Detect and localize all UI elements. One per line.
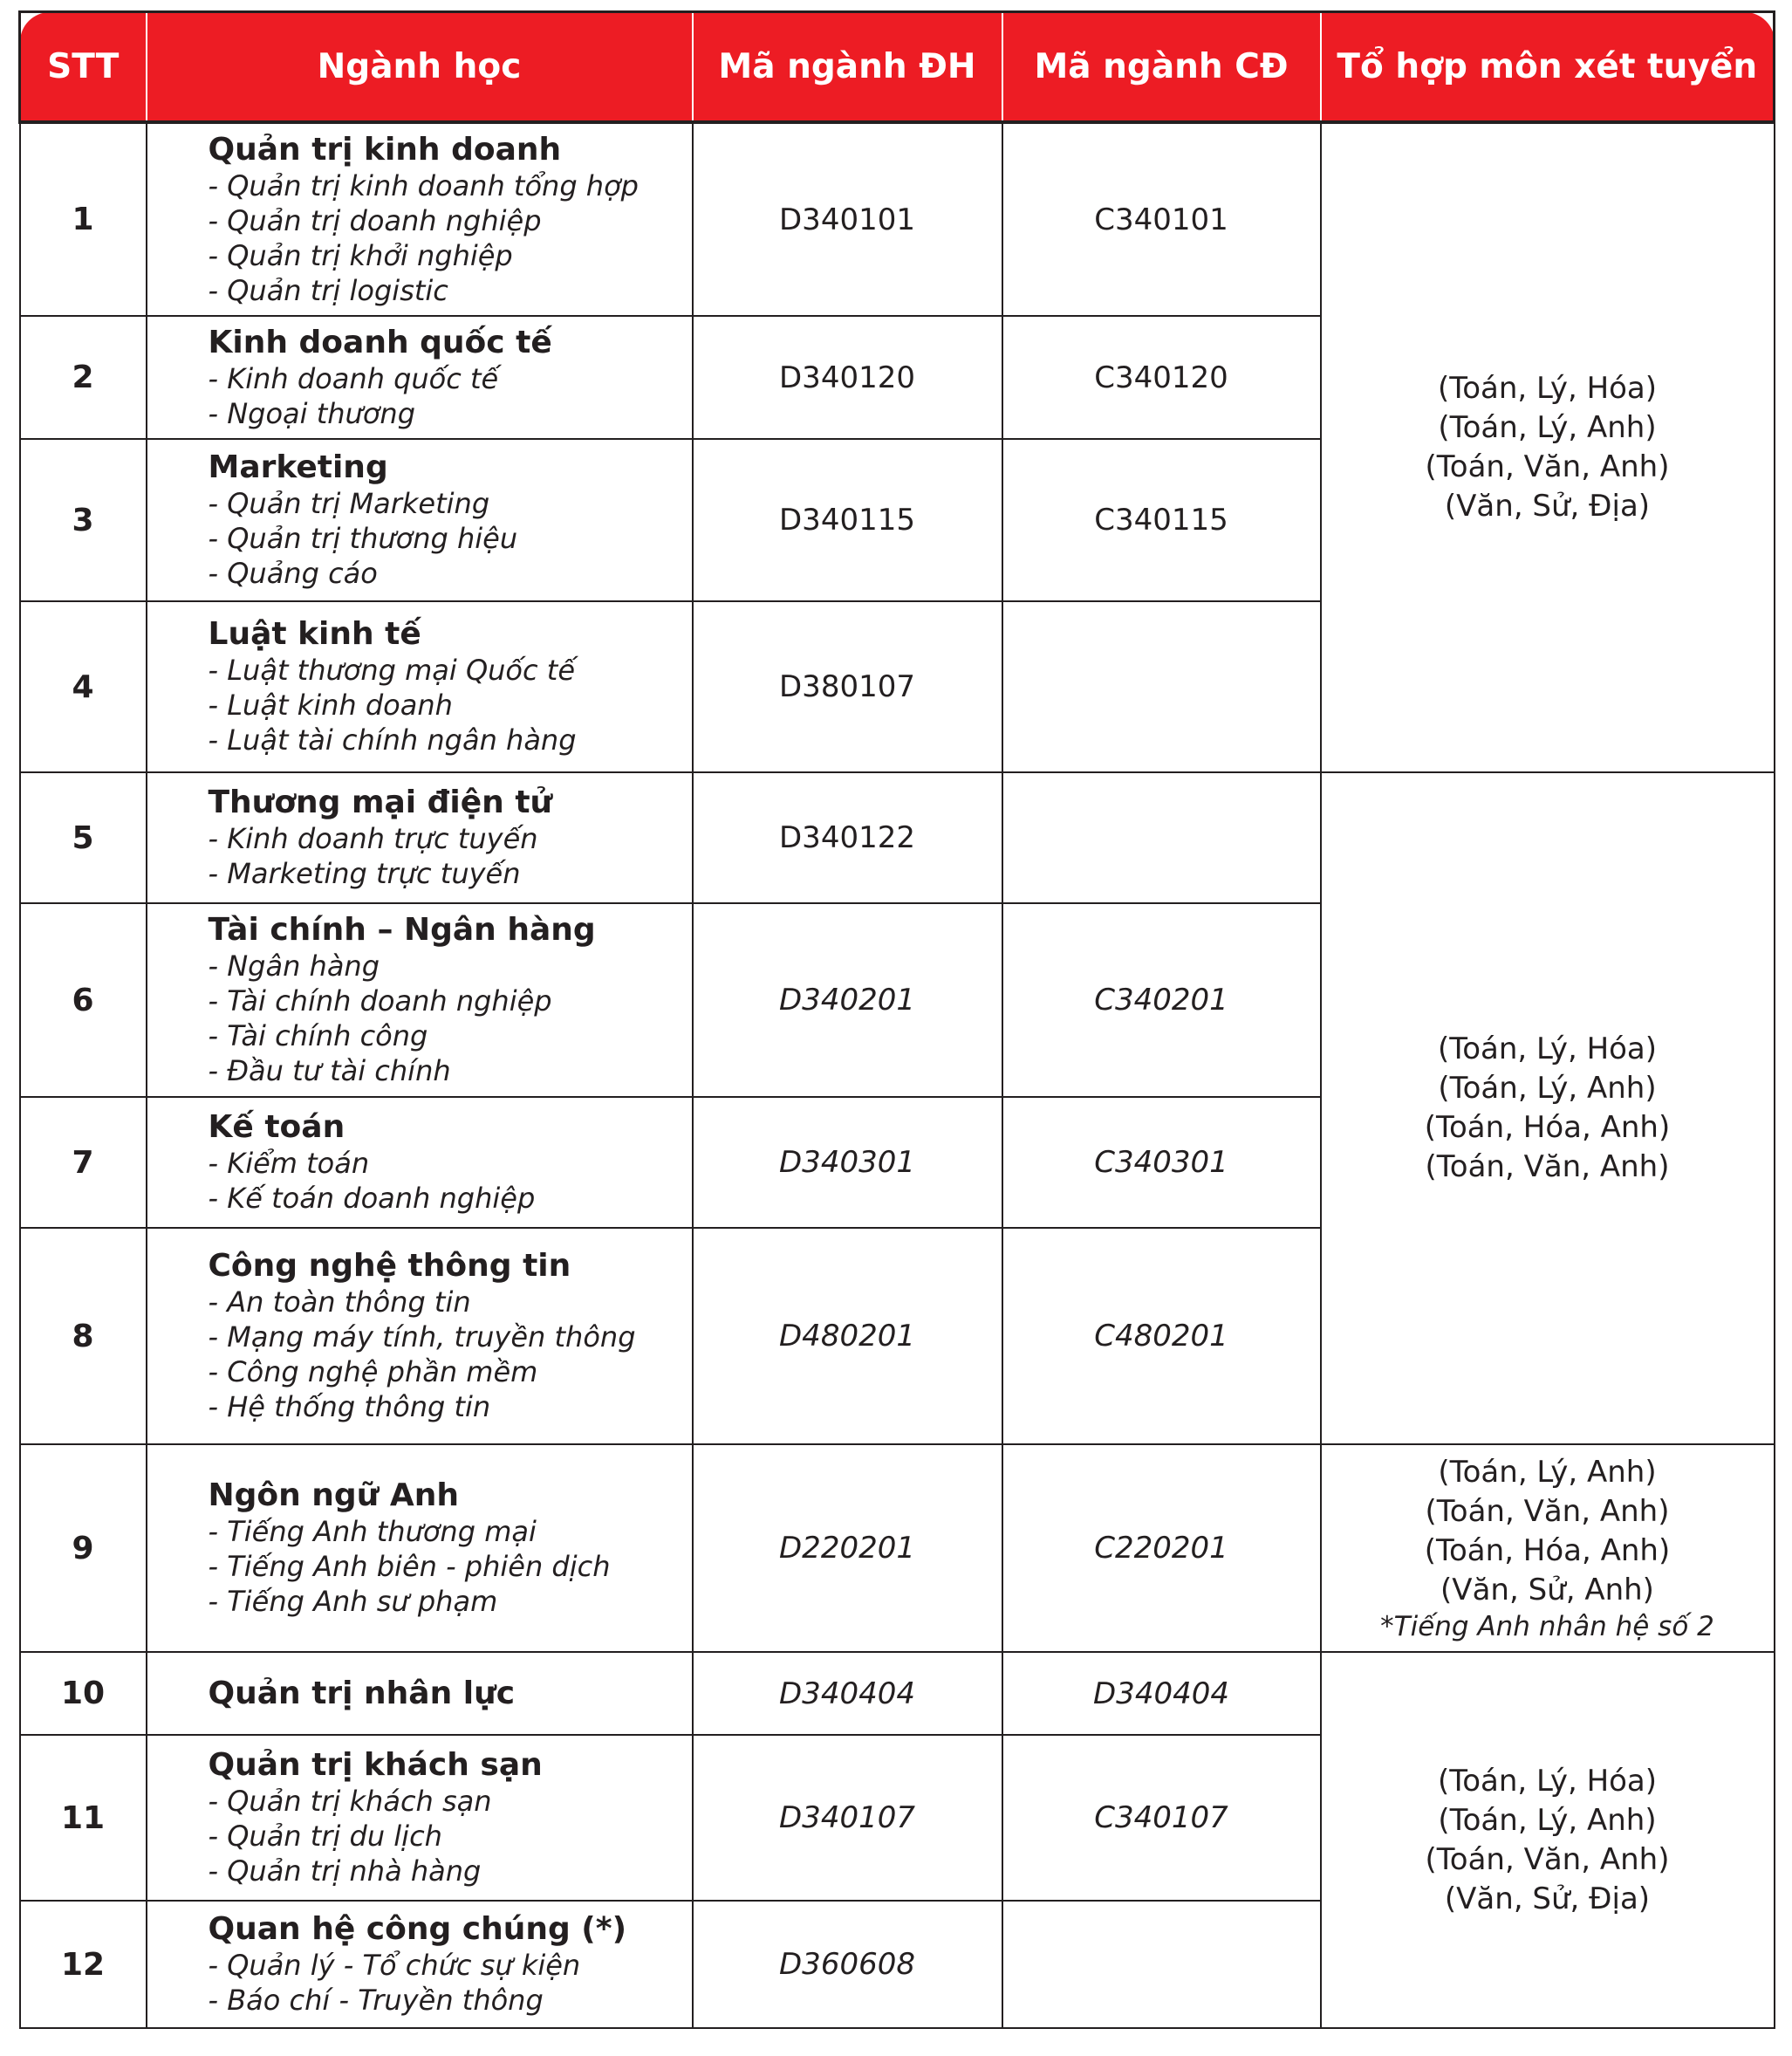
- major-specialization: - Mạng máy tính, truyền thông: [208, 1320, 636, 1354]
- row-major: [147, 439, 693, 601]
- major-specialization: - Quản trị logistic: [208, 273, 448, 307]
- major-name: Marketing: [208, 449, 388, 485]
- row-major: [147, 772, 693, 903]
- major-specialization: - Quản lý - Tổ chức sự kiện: [208, 1949, 581, 1982]
- row-code-dh: D340404: [693, 1652, 1002, 1735]
- header-stt: STT: [20, 12, 147, 123]
- major-specialization: - Hệ thống thông tin: [208, 1390, 491, 1423]
- major-specialization: - Quản trị nhà hàng: [208, 1854, 482, 1888]
- major-specialization: - Ngoại thương: [208, 396, 415, 430]
- combo-subject-group: (Toán, Văn, Anh): [1425, 449, 1670, 484]
- row-code-cd: [1002, 772, 1321, 903]
- row-code-cd: [1002, 601, 1321, 772]
- combo-cell: [1321, 122, 1775, 772]
- row-major: [147, 122, 693, 316]
- combo-subject-group: (Văn, Sử, Anh): [1440, 1573, 1654, 1607]
- combo-subject-group: (Toán, Lý, Anh): [1438, 1455, 1657, 1490]
- major-specialization: - Tiếng Anh biên - phiên dịch: [208, 1550, 611, 1583]
- major-specialization: - Luật tài chính ngân hàng: [208, 723, 577, 757]
- table-row: [20, 1444, 1775, 1652]
- row-stt: 12: [20, 1901, 147, 2028]
- row-code-cd: C340201: [1002, 903, 1321, 1097]
- row-stt: 5: [20, 772, 147, 903]
- major-name: Kinh doanh quốc tế: [208, 324, 552, 360]
- major-specialization: - Kinh doanh trực tuyến: [208, 822, 538, 855]
- major-name: Ngôn ngữ Anh: [208, 1477, 459, 1513]
- major-name: Quan hệ công chúng (*): [208, 1911, 627, 1947]
- combo-subject-group: (Toán, Lý, Hóa): [1437, 1763, 1658, 1799]
- combo-subject-group: (Toán, Văn, Anh): [1425, 1149, 1670, 1184]
- combo-subject-group: (Toán, Lý, Anh): [1438, 1071, 1657, 1106]
- table-row: [20, 772, 1775, 903]
- row-stt: 1: [20, 122, 147, 316]
- major-specialization: - Kế toán doanh nghiệp: [208, 1182, 536, 1215]
- major-name: Quản trị kinh doanh: [208, 131, 562, 168]
- combo-subject-group: (Văn, Sử, Địa): [1444, 489, 1651, 524]
- row-stt: 10: [20, 1652, 147, 1735]
- row-code-dh: D340301: [693, 1097, 1002, 1228]
- admission-table: [18, 10, 1775, 2029]
- row-code-dh: D340122: [693, 772, 1002, 903]
- combo-subject-group: (Toán, Lý, Anh): [1438, 410, 1657, 445]
- row-code-dh: D380107: [693, 601, 1002, 772]
- major-specialization: - Kinh doanh quốc tế: [208, 361, 499, 395]
- row-major: [147, 1097, 693, 1228]
- row-code-dh: D480201: [693, 1228, 1002, 1444]
- row-code-cd: C340301: [1002, 1097, 1321, 1228]
- row-code-dh: D340115: [693, 439, 1002, 601]
- combo-subject-group: (Toán, Văn, Anh): [1425, 1841, 1670, 1877]
- table-body: [20, 122, 1775, 2028]
- header-major: Ngành học: [147, 12, 693, 123]
- major-name: Quản trị nhân lực: [208, 1675, 516, 1711]
- combo-subject-group: (Toán, Lý, Anh): [1438, 1802, 1657, 1838]
- row-stt: 9: [20, 1444, 147, 1652]
- row-major: [147, 1444, 693, 1652]
- major-specialization: - Quản trị du lịch: [208, 1820, 442, 1853]
- major-specialization: - An toàn thông tin: [208, 1285, 471, 1319]
- row-code-dh: D340120: [693, 316, 1002, 439]
- major-specialization: - Đầu tư tài chính: [208, 1054, 451, 1087]
- row-major: [147, 1735, 693, 1901]
- major-specialization: - Quản trị thương hiệu: [208, 522, 518, 555]
- row-stt: 8: [20, 1228, 147, 1444]
- major-specialization: - Tài chính công: [208, 1019, 428, 1052]
- major-specialization: - Luật kinh doanh: [208, 689, 453, 722]
- combo-subject-group: (Toán, Hóa, Anh): [1424, 1533, 1671, 1568]
- major-name: Công nghệ thông tin: [208, 1248, 571, 1284]
- combo-cell: [1321, 772, 1775, 1444]
- major-name: Quản trị khách sạn: [208, 1747, 543, 1783]
- row-code-dh: D220201: [693, 1444, 1002, 1652]
- row-stt: 11: [20, 1735, 147, 1901]
- combo-note: *Tiếng Anh nhân hệ số 2: [1380, 1611, 1714, 1642]
- row-major: [147, 1228, 693, 1444]
- row-code-dh: D360608: [693, 1901, 1002, 2028]
- table-row: [20, 122, 1775, 316]
- row-stt: 2: [20, 316, 147, 439]
- admission-table-wrapper: [18, 10, 1773, 2029]
- row-code-dh: D340201: [693, 903, 1002, 1097]
- row-code-cd: C340107: [1002, 1735, 1321, 1901]
- major-specialization: - Kiểm toán: [208, 1147, 370, 1180]
- major-name: Kế toán: [208, 1109, 345, 1145]
- row-code-cd: [1002, 1901, 1321, 2028]
- row-code-dh: D340107: [693, 1735, 1002, 1901]
- major-specialization: - Ngân hàng: [208, 949, 380, 983]
- combo-subject-group: (Toán, Lý, Hóa): [1437, 1031, 1658, 1066]
- major-specialization: - Quản trị kinh doanh tổng hợp: [208, 168, 639, 202]
- major-specialization: - Marketing trực tuyến: [208, 857, 521, 890]
- combo-cell: [1321, 1652, 1775, 2028]
- major-specialization: - Quản trị khởi nghiệp: [208, 238, 513, 272]
- header-combo: Tổ hợp môn xét tuyển: [1321, 12, 1775, 123]
- row-code-cd: D340404: [1002, 1652, 1321, 1735]
- major-specialization: - Tiếng Anh sư phạm: [208, 1585, 498, 1618]
- major-specialization: - Báo chí - Truyền thông: [208, 1984, 544, 2017]
- row-code-cd: C220201: [1002, 1444, 1321, 1652]
- combo-subject-group: (Toán, Lý, Hóa): [1437, 371, 1658, 406]
- major-specialization: - Quản trị khách sạn: [208, 1785, 492, 1818]
- major-specialization: - Quảng cáo: [208, 557, 378, 590]
- header-code-cd: Mã ngành CĐ: [1002, 12, 1321, 123]
- combo-subject-group: (Văn, Sử, Địa): [1444, 1881, 1651, 1916]
- major-name: Thương mại điện tử: [208, 785, 553, 820]
- row-stt: 4: [20, 601, 147, 772]
- row-code-dh: D340101: [693, 122, 1002, 316]
- major-name: Tài chính – Ngân hàng: [208, 912, 596, 948]
- row-code-cd: C340120: [1002, 316, 1321, 439]
- row-code-cd: C480201: [1002, 1228, 1321, 1444]
- table-row: [20, 1652, 1775, 1735]
- major-specialization: - Luật thương mại Quốc tế: [208, 654, 575, 687]
- row-code-cd: C340101: [1002, 122, 1321, 316]
- row-major: [147, 316, 693, 439]
- major-specialization: - Tài chính doanh nghiệp: [208, 984, 552, 1018]
- row-major: [147, 1901, 693, 2028]
- row-major: [147, 601, 693, 772]
- row-stt: 6: [20, 903, 147, 1097]
- major-specialization: - Quản trị doanh nghiệp: [208, 203, 542, 237]
- row-code-cd: C340115: [1002, 439, 1321, 601]
- major-specialization: - Công nghệ phần mềm: [208, 1355, 538, 1388]
- row-stt: 7: [20, 1097, 147, 1228]
- combo-cell: [1321, 1444, 1775, 1652]
- combo-subject-group: (Toán, Hóa, Anh): [1424, 1110, 1671, 1145]
- major-specialization: - Quản trị Marketing: [208, 487, 490, 520]
- table-header-row: [20, 12, 1775, 123]
- major-name: Luật kinh tế: [208, 616, 421, 652]
- row-stt: 3: [20, 439, 147, 601]
- row-major: [147, 1652, 693, 1735]
- row-major: [147, 903, 693, 1097]
- combo-subject-group: (Toán, Văn, Anh): [1425, 1494, 1670, 1529]
- header-code-dh: Mã ngành ĐH: [693, 12, 1002, 123]
- major-specialization: - Tiếng Anh thương mại: [208, 1515, 537, 1548]
